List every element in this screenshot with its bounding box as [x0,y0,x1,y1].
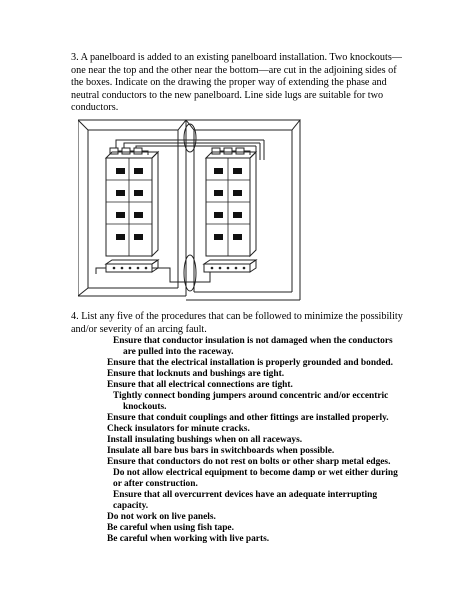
question-4-text: 4. List any five of the procedures that can be followed to minimize the possibility and/or severity of an arcing fault. [71,311,403,335]
answer-line: knockouts. [123,402,167,412]
panelboard-diagram [78,116,306,306]
question-3-text: 3. A panelboard is added to an existing panelboard installation. Two knockouts—one near the top and the other near the bottom—are cut in the adjoining sides of the boxes. Indicate on the drawing the proper way of extending the phase and neutral conductors to the new panelboard. Line side lugs are suitable for two conductors. [71,52,402,114]
answer-line: capacity. [113,501,149,511]
answer-line: Ensure that the electrical installation is properly grounded and bonded. [107,358,393,368]
answer-line: are pulled into the raceway. [123,347,234,357]
answer-line: Be careful when working with live parts. [107,534,270,544]
answer-line: Do not work on live panels. [107,512,216,522]
answer-line: Ensure that conductor insulation is not damaged when the conductors [113,336,393,346]
answer-line: Ensure that conductors do not rest on bolts or other sharp metal edges. [107,457,391,467]
answer-line: Check insulators for minute cracks. [107,424,250,434]
answer-line: or after construction. [113,479,198,489]
answer-line: Ensure that conduit couplings and other fittings are installed properly. [107,413,389,423]
answer-line: Do not allow electrical equipment to become damp or wet either during [113,468,398,478]
answer-line: Be careful when using fish tape. [107,523,234,533]
answer-line: Install insulating bushings when on all raceways. [107,435,303,445]
right-enclosure [186,120,300,130]
answer-line: Ensure that all overcurrent devices have an adequate interrupting [113,490,378,500]
answer-line: Insulate all bare bus bars in switchboards when possible. [107,446,335,456]
answer-line: Ensure that all electrical connections are tight. [107,380,293,390]
answer-line: Tightly connect bonding jumpers around concentric and/or eccentric [113,391,389,401]
left-enclosure [78,120,186,130]
answer-line: Ensure that locknuts and bushings are tight. [107,369,285,379]
